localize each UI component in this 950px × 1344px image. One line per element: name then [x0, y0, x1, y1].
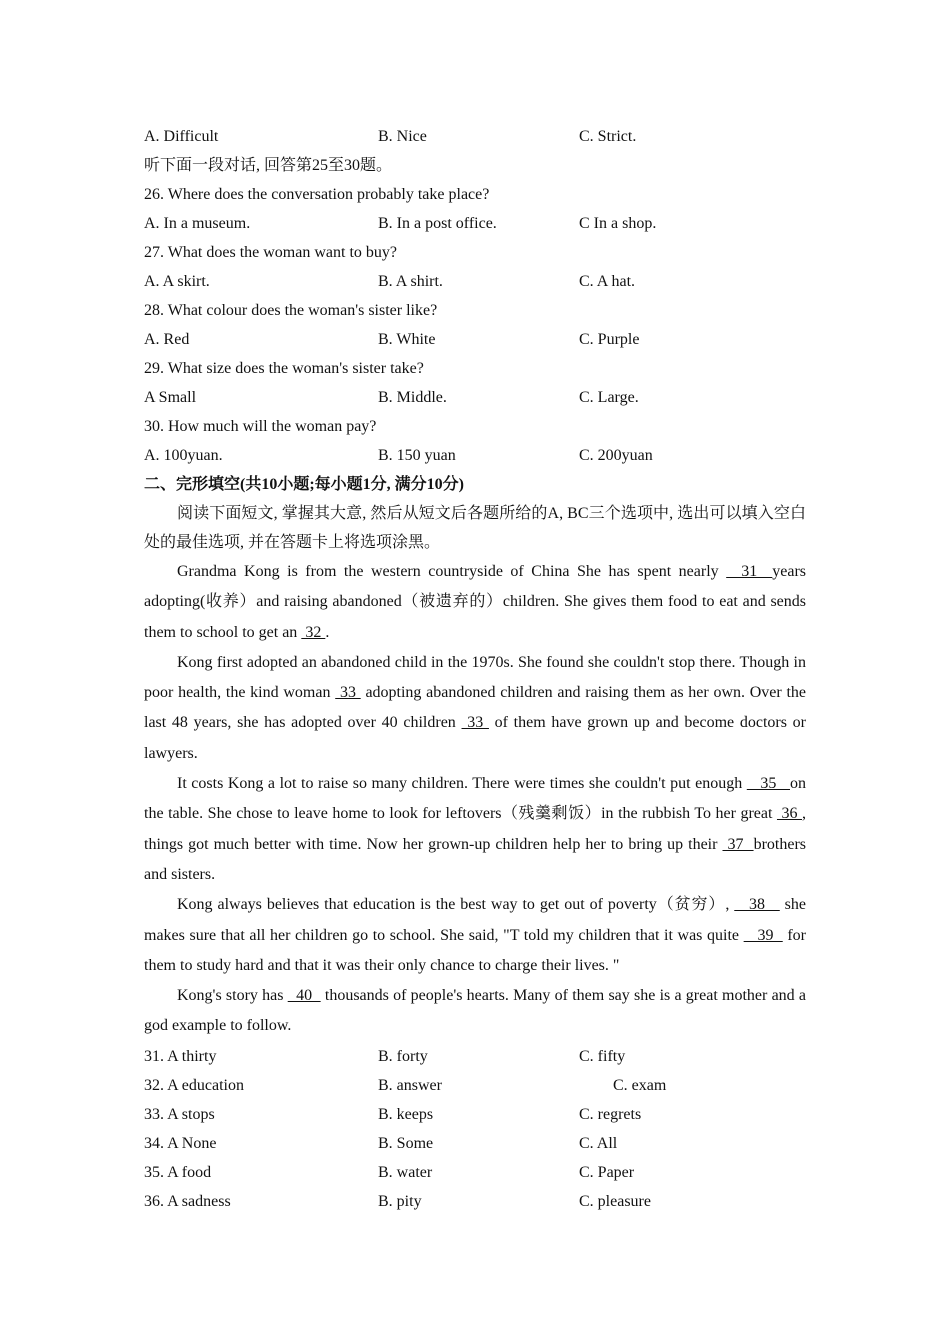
option-b: B. keeps [378, 1105, 434, 1123]
option-b: B. answer [378, 1076, 442, 1094]
option-c: C. All [579, 1134, 618, 1152]
question-30 [144, 412, 806, 470]
passage-text: thousands of people's hearts. Many of them say she is a great mother and a god example to follow. [144, 987, 807, 1035]
option-c: C. Purple [579, 331, 640, 348]
exam-page [144, 122, 806, 1216]
question-options [144, 325, 806, 354]
blank-33: 33 [335, 684, 361, 702]
passage-text: Grandma Kong is from the western countryside of China She has spent nearly [177, 563, 727, 580]
blank-34: 33 [461, 714, 489, 732]
blank-35: 35 [746, 775, 790, 793]
option-c: C. A hat. [579, 273, 636, 290]
listening-instruction: 听下面一段对话, 回答第25至30题。 [144, 157, 393, 174]
passage-paragraph-3 [144, 769, 806, 890]
option-a: 32. A education [144, 1076, 244, 1094]
option-b: B. water [378, 1163, 433, 1181]
option-c: C. 200yuan [579, 447, 653, 464]
option-b: B. pity [378, 1192, 422, 1210]
cloze-options-34 [144, 1129, 806, 1158]
option-b: B. Nice [378, 128, 427, 145]
question-options [144, 441, 806, 470]
passage-paragraph-4 [144, 890, 806, 981]
passage-text: for them to study hard and that it was their only chance to charge their lives. " [144, 926, 807, 974]
option-b: B. forty [378, 1047, 428, 1065]
passage-text: she makes sure that all her children go to school. She said, "T told my children that it was quite [144, 896, 807, 944]
passage-text: Kong always believes that education is the best way to get out of poverty（贫穷）, [177, 896, 735, 914]
passage-text: Kong first adopted an abandoned child in the 1970s. She found she couldn't stop there. Though in poor health, the kind woman [144, 653, 806, 702]
option-c: C. exam [613, 1076, 667, 1094]
question-options [144, 209, 806, 238]
option-a: 35. A food [144, 1163, 212, 1181]
option-a: 33. A stops [144, 1105, 215, 1123]
option-a: 36. A sadness [144, 1192, 231, 1210]
option-c: C. pleasure [579, 1192, 651, 1210]
cloze-options-36 [144, 1187, 806, 1216]
cloze-options-33 [144, 1100, 806, 1129]
option-b: B. White [378, 331, 436, 348]
passage-text: Kong's story has [177, 987, 288, 1005]
option-c: C. Strict. [579, 128, 637, 145]
blank-37: 37 [722, 835, 754, 853]
passage-text: of them have grown up and become doctors or lawyers. [144, 714, 807, 762]
option-b: B. Some [378, 1134, 434, 1152]
question-stem: 30. How much will the woman pay? [144, 418, 377, 435]
option-b: B. A shirt. [378, 273, 443, 290]
option-a: A. Difficult [144, 128, 219, 145]
option-a: A. Red [144, 331, 190, 348]
option-c: C. regrets [579, 1105, 642, 1123]
passage-text: It costs Kong a lot to raise so many children. There were times she couldn't put enough [177, 775, 747, 793]
cloze-options-32 [144, 1071, 806, 1100]
passage-text: brothers and sisters. [144, 835, 806, 883]
question-options [144, 383, 806, 412]
passage-text: on the table. She chose to leave home to look for leftovers（残羹剩饭）in the rubbish To her great [144, 775, 806, 823]
passage-text: . [325, 623, 330, 641]
option-a: 34. A None [144, 1134, 217, 1152]
option-b: B. 150 yuan [378, 447, 456, 464]
blank-39: 39 [743, 926, 783, 944]
blank-38: 38 [734, 896, 780, 914]
option-b: B. Middle. [378, 389, 447, 406]
question-stem: 29. What size does the woman's sister take? [144, 360, 424, 377]
option-a: 31. A thirty [144, 1047, 217, 1065]
question-27 [144, 238, 806, 296]
cloze-options-35 [144, 1158, 806, 1187]
option-a: A Small [144, 389, 197, 406]
cloze-heading: 二、完形填空(共10小题;每小题1分, 满分10分) [144, 476, 464, 493]
q25-options [144, 122, 806, 151]
passage-paragraph-2 [144, 648, 806, 769]
question-26 [144, 180, 806, 238]
option-c: C. Paper [579, 1163, 635, 1181]
blank-31: 31 [726, 563, 773, 580]
cloze-options-31 [144, 1042, 806, 1071]
passage-text: adopting abandoned children and raising them as her own. Over the last 48 years, she has adopted over 40 children [144, 684, 807, 732]
cloze-instruction: 阅读下面短文, 掌握其大意, 然后从短文后各题所给的A, BC三个选项中, 选出可以填入空白处的最佳选项, 并在答题卡上将选项涂黑。 [144, 505, 806, 551]
blank-40: 40 [287, 987, 321, 1005]
passage-text: , things got much better with time. Now her grown-up children help her to bring up their [144, 805, 806, 853]
option-c: C. fifty [579, 1047, 626, 1065]
passage-paragraph-5 [144, 981, 806, 1042]
question-stem: 26. Where does the conversation probably take place? [144, 186, 490, 203]
option-a: A. 100yuan. [144, 447, 223, 464]
passage-paragraph-1 [144, 557, 806, 648]
blank-32: 32 [301, 623, 326, 641]
option-a: A. A skirt. [144, 273, 210, 290]
option-a: A. In a museum. [144, 215, 251, 232]
question-29 [144, 354, 806, 412]
question-stem: 27. What does the woman want to buy? [144, 244, 397, 261]
option-b: B. In a post office. [378, 215, 497, 232]
question-28 [144, 296, 806, 354]
question-stem: 28. What colour does the woman's sister like? [144, 302, 438, 319]
question-options [144, 267, 806, 296]
passage-text: years adopting(收养）and raising abandoned（被遗弃的）children. She gives them food to eat and sends them to school to get an [144, 563, 807, 641]
blank-36: 36 [776, 805, 802, 823]
option-c: C In a shop. [579, 215, 657, 232]
option-c: C. Large. [579, 389, 639, 406]
